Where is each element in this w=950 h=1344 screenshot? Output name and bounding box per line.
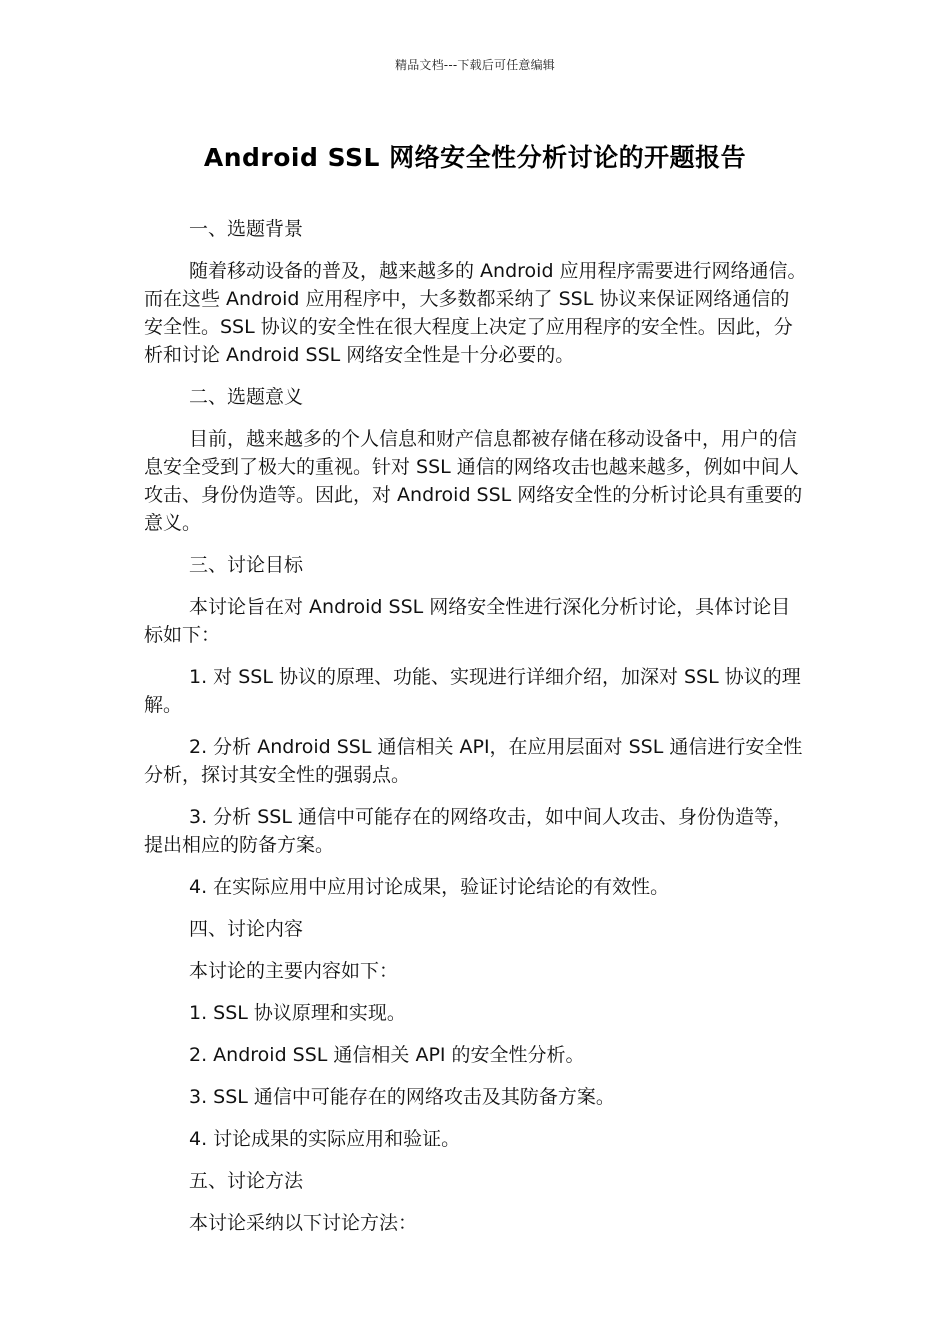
section-heading-methods: 五、讨论方法 <box>189 1170 304 1192</box>
content-item-3: 3. SSL 通信中可能存在的网络攻击及其防备方案。 <box>189 1086 615 1108</box>
goal-item-3: 3. 分析 SSL 通信中可能存在的网络攻击，如中间人攻击、身份伪造等，提出相应的防备方案。 <box>144 806 792 856</box>
content-item-1: 1. SSL 协议原理和实现。 <box>189 1002 406 1024</box>
header-note: 精品文档---下载后可任意编辑 <box>395 58 555 72</box>
paragraph-significance: 目前，越来越多的个人信息和财产信息都被存储在移动设备中，用户的信息安全受到了极大的重视。针对 SSL 通信的网络攻击也越来越多，例如中间人攻击、身份伪造等。因此，对 Android SSL 网络安全性的分析讨论具有重要的意义。 <box>144 428 803 534</box>
section-heading-background: 一、选题背景 <box>189 218 304 240</box>
section-heading-goals: 三、讨论目标 <box>189 554 304 576</box>
content-item-2: 2. Android SSL 通信相关 API 的安全性分析。 <box>189 1044 585 1066</box>
document-body <box>144 215 808 1251</box>
goal-item-2: 2. 分析 Android SSL 通信相关 API，在应用层面对 SSL 通信进行安全性分析，探讨其安全性的强弱点。 <box>144 736 803 786</box>
paragraph-background: 随着移动设备的普及，越来越多的 Android 应用程序需要进行网络通信。而在这些 Android 应用程序中，大多数都采纳了 SSL 协议来保证网络通信的安全性。SSL 协议的安全性在很大程度上决定了应用程序的安全性。因此，分析和讨论 Android SSL 网络安全性是十分必要的。 <box>144 260 807 366</box>
paragraph-methods-intro: 本讨论采纳以下讨论方法： <box>189 1212 418 1234</box>
section-heading-significance: 二、选题意义 <box>189 386 304 408</box>
paragraph-content-intro: 本讨论的主要内容如下： <box>189 960 399 982</box>
document-title: Android SSL 网络安全性分析讨论的开题报告 <box>203 143 747 172</box>
section-heading-content: 四、讨论内容 <box>189 918 304 940</box>
paragraph-goals-intro: 本讨论旨在对 Android SSL 网络安全性进行深化分析讨论，具体讨论目标如下： <box>144 596 791 646</box>
content-item-4: 4. 讨论成果的实际应用和验证。 <box>189 1128 461 1150</box>
goal-item-4: 4. 在实际应用中应用讨论成果，验证讨论结论的有效性。 <box>189 876 670 898</box>
goal-item-1: 1. 对 SSL 协议的原理、功能、实现进行详细介绍，加深对 SSL 协议的理解。 <box>144 666 801 716</box>
